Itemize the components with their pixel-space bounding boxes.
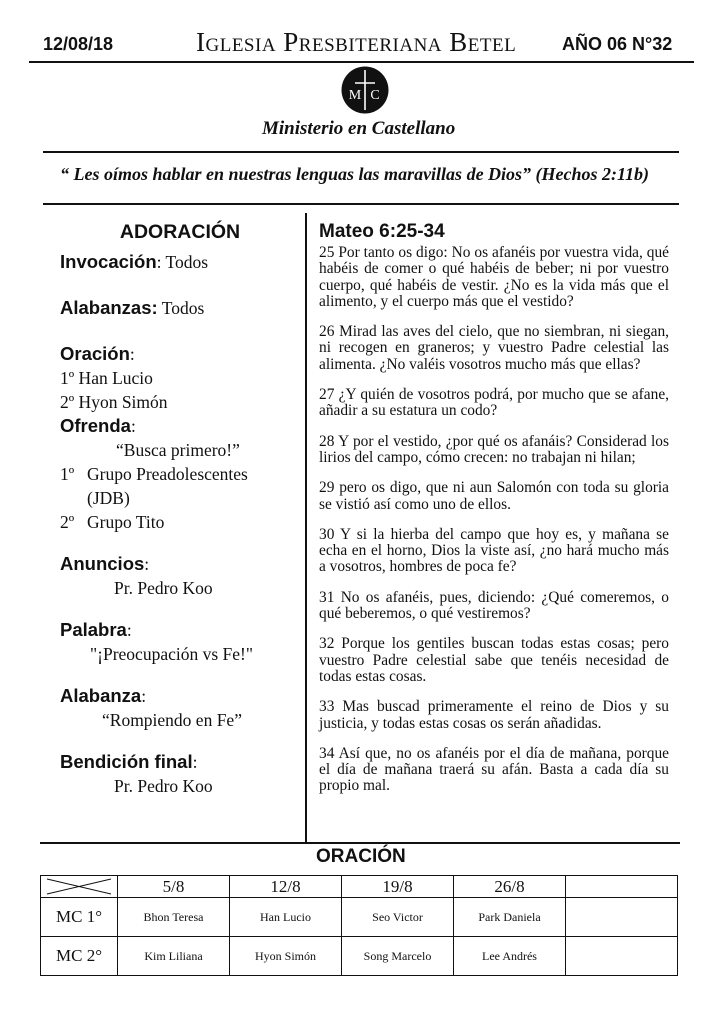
- table-corner-cell: [41, 876, 118, 898]
- date-header: 5/8: [118, 876, 230, 898]
- oracion-second: 2º Hyon Simón: [60, 392, 168, 412]
- ofrenda-item: Ofrenda:: [60, 415, 136, 436]
- table-cell: Kim Liliana: [118, 937, 230, 976]
- alabanzas-item: Alabanzas: Todos: [60, 297, 205, 318]
- verse-30: 30 Y si la hierba del campo que hoy es, y mañana se echa en el horno, Dios la viste así, ¿no hará mucho más a vosotros, hombres de poca fe?: [319, 525, 669, 576]
- header-rule: [29, 61, 694, 63]
- table-cell: [566, 898, 678, 937]
- verse-31: 31 No os afanéis, pues, diciendo: ¿Qué comeremos, o qué beberemos, o qué vestiremos?: [319, 588, 669, 623]
- verse-29: 29 pero os digo, que ni aun Salomón con toda su gloria se vistió así como uno de ellos.: [319, 479, 669, 513]
- invocacion-item: Invocación: Todos: [60, 251, 209, 272]
- date-header: 19/8: [342, 876, 454, 898]
- verse-bottom-rule: [43, 203, 679, 205]
- row-label: MC 2°: [41, 937, 118, 976]
- worship-order: [60, 221, 300, 798]
- bendicion-item: Bendición final:: [60, 751, 198, 772]
- verse-32: 32 Porque los gentiles buscan todas estas cosas; pero vuestro Padre celestial sabe que tenéis necesidad de todas estas cosas.: [319, 635, 669, 685]
- prayer-schedule-table: [40, 875, 678, 976]
- table-cell: Hyon Simón: [230, 937, 342, 976]
- table-cell: Park Daniela: [454, 898, 566, 937]
- bible-reference: Mateo 6:25-34: [319, 221, 445, 242]
- table-cell: Han Lucio: [230, 898, 342, 937]
- prayer-title: ORACIÓN: [316, 846, 406, 867]
- mc-cross-logo-icon: [341, 66, 389, 114]
- table-cell: Seo Victor: [342, 898, 454, 937]
- date-header: 12/8: [230, 876, 342, 898]
- worship-title: ADORACIÓN: [119, 221, 241, 243]
- verse-34: 34 Así que, no os afanéis por el día de mañana, porque el día de mañana traerá su afán. Basta a cada día su propio mal.: [319, 744, 669, 795]
- bible-reading: [319, 221, 669, 809]
- table-cell: Song Marcelo: [342, 937, 454, 976]
- table-cell: [566, 937, 678, 976]
- date-header: 26/8: [454, 876, 566, 898]
- ministry-name: Ministerio en Castellano: [262, 118, 456, 139]
- ofrenda-group-1-cont: (JDB): [87, 488, 130, 508]
- verse-27: 27 ¿Y quién de vosotros podrá, por mucho que se afane, añadir a su estatura un codo?: [319, 386, 669, 420]
- palabra-title: "¡Preocupación vs Fe!": [90, 644, 253, 664]
- ofrenda-group-1: 1º Grupo Preadolescentes: [60, 464, 248, 484]
- anuncios-item: Anuncios:: [60, 553, 150, 574]
- bulletin-date: 12/08/18: [43, 34, 114, 54]
- verse-26: 26 Mirad las aves del cielo, que no siembran, ni siegan, ni recogen en graneros; y vuestro Padre celestial las alimenta. ¿No valéis vosotros mucho más que ellas?: [319, 323, 669, 373]
- alabanza-song: “Rompiendo en Fe”: [102, 710, 242, 730]
- svg-text:M: M: [348, 88, 362, 103]
- table-cell: Bhon Teresa: [118, 898, 230, 937]
- verse-33: 33 Mas buscad primeramente el reino de Dios y su justicia, y todas estas cosas os serán añadidas.: [319, 698, 669, 732]
- verse-25: 25 Por tanto os digo: No os afanéis por vuestra vida, qué habéis de comer o qué habéis de beber; ni por vuestro cuerpo, qué habéis de vestir. ¿No es la vida más que el alimento, y el cuerpo más que el vestido?: [319, 244, 669, 310]
- oracion-item: Oración:: [60, 343, 135, 364]
- table-row: [41, 898, 678, 937]
- theme-verse: “ Les oímos hablar en nuestras lenguas las maravillas de Dios” (Hechos 2:11b): [60, 164, 650, 184]
- verse-28: 28 Y por el vestido, ¿por qué os afanáis? Considerad los lirios del campo, cómo crecen: no trabajan ni hilan;: [319, 432, 669, 466]
- table-row: [41, 937, 678, 976]
- anuncios-speaker: Pr. Pedro Koo: [114, 578, 213, 598]
- verse-top-rule: [43, 151, 679, 153]
- row-label: MC 1°: [41, 898, 118, 937]
- column-divider: [305, 213, 307, 843]
- ofrenda-song: “Busca primero!”: [116, 440, 240, 460]
- bendicion-speaker: Pr. Pedro Koo: [114, 776, 213, 796]
- table-header-row: [41, 876, 678, 898]
- oracion-first: 1º Han Lucio: [60, 368, 153, 388]
- diagonal-lines-icon: [41, 876, 117, 897]
- palabra-item: Palabra:: [60, 619, 132, 640]
- svg-text:C: C: [370, 88, 380, 103]
- issue-number: AÑO 06 N°32: [562, 34, 673, 54]
- date-header: [566, 876, 678, 898]
- table-top-rule: [40, 842, 680, 844]
- church-name: Iglesia Presbiteriana Betel: [196, 27, 517, 57]
- table-cell: Lee Andrés: [454, 937, 566, 976]
- ofrenda-group-2: 2º Grupo Tito: [60, 512, 165, 532]
- alabanza-item: Alabanza:: [60, 685, 147, 706]
